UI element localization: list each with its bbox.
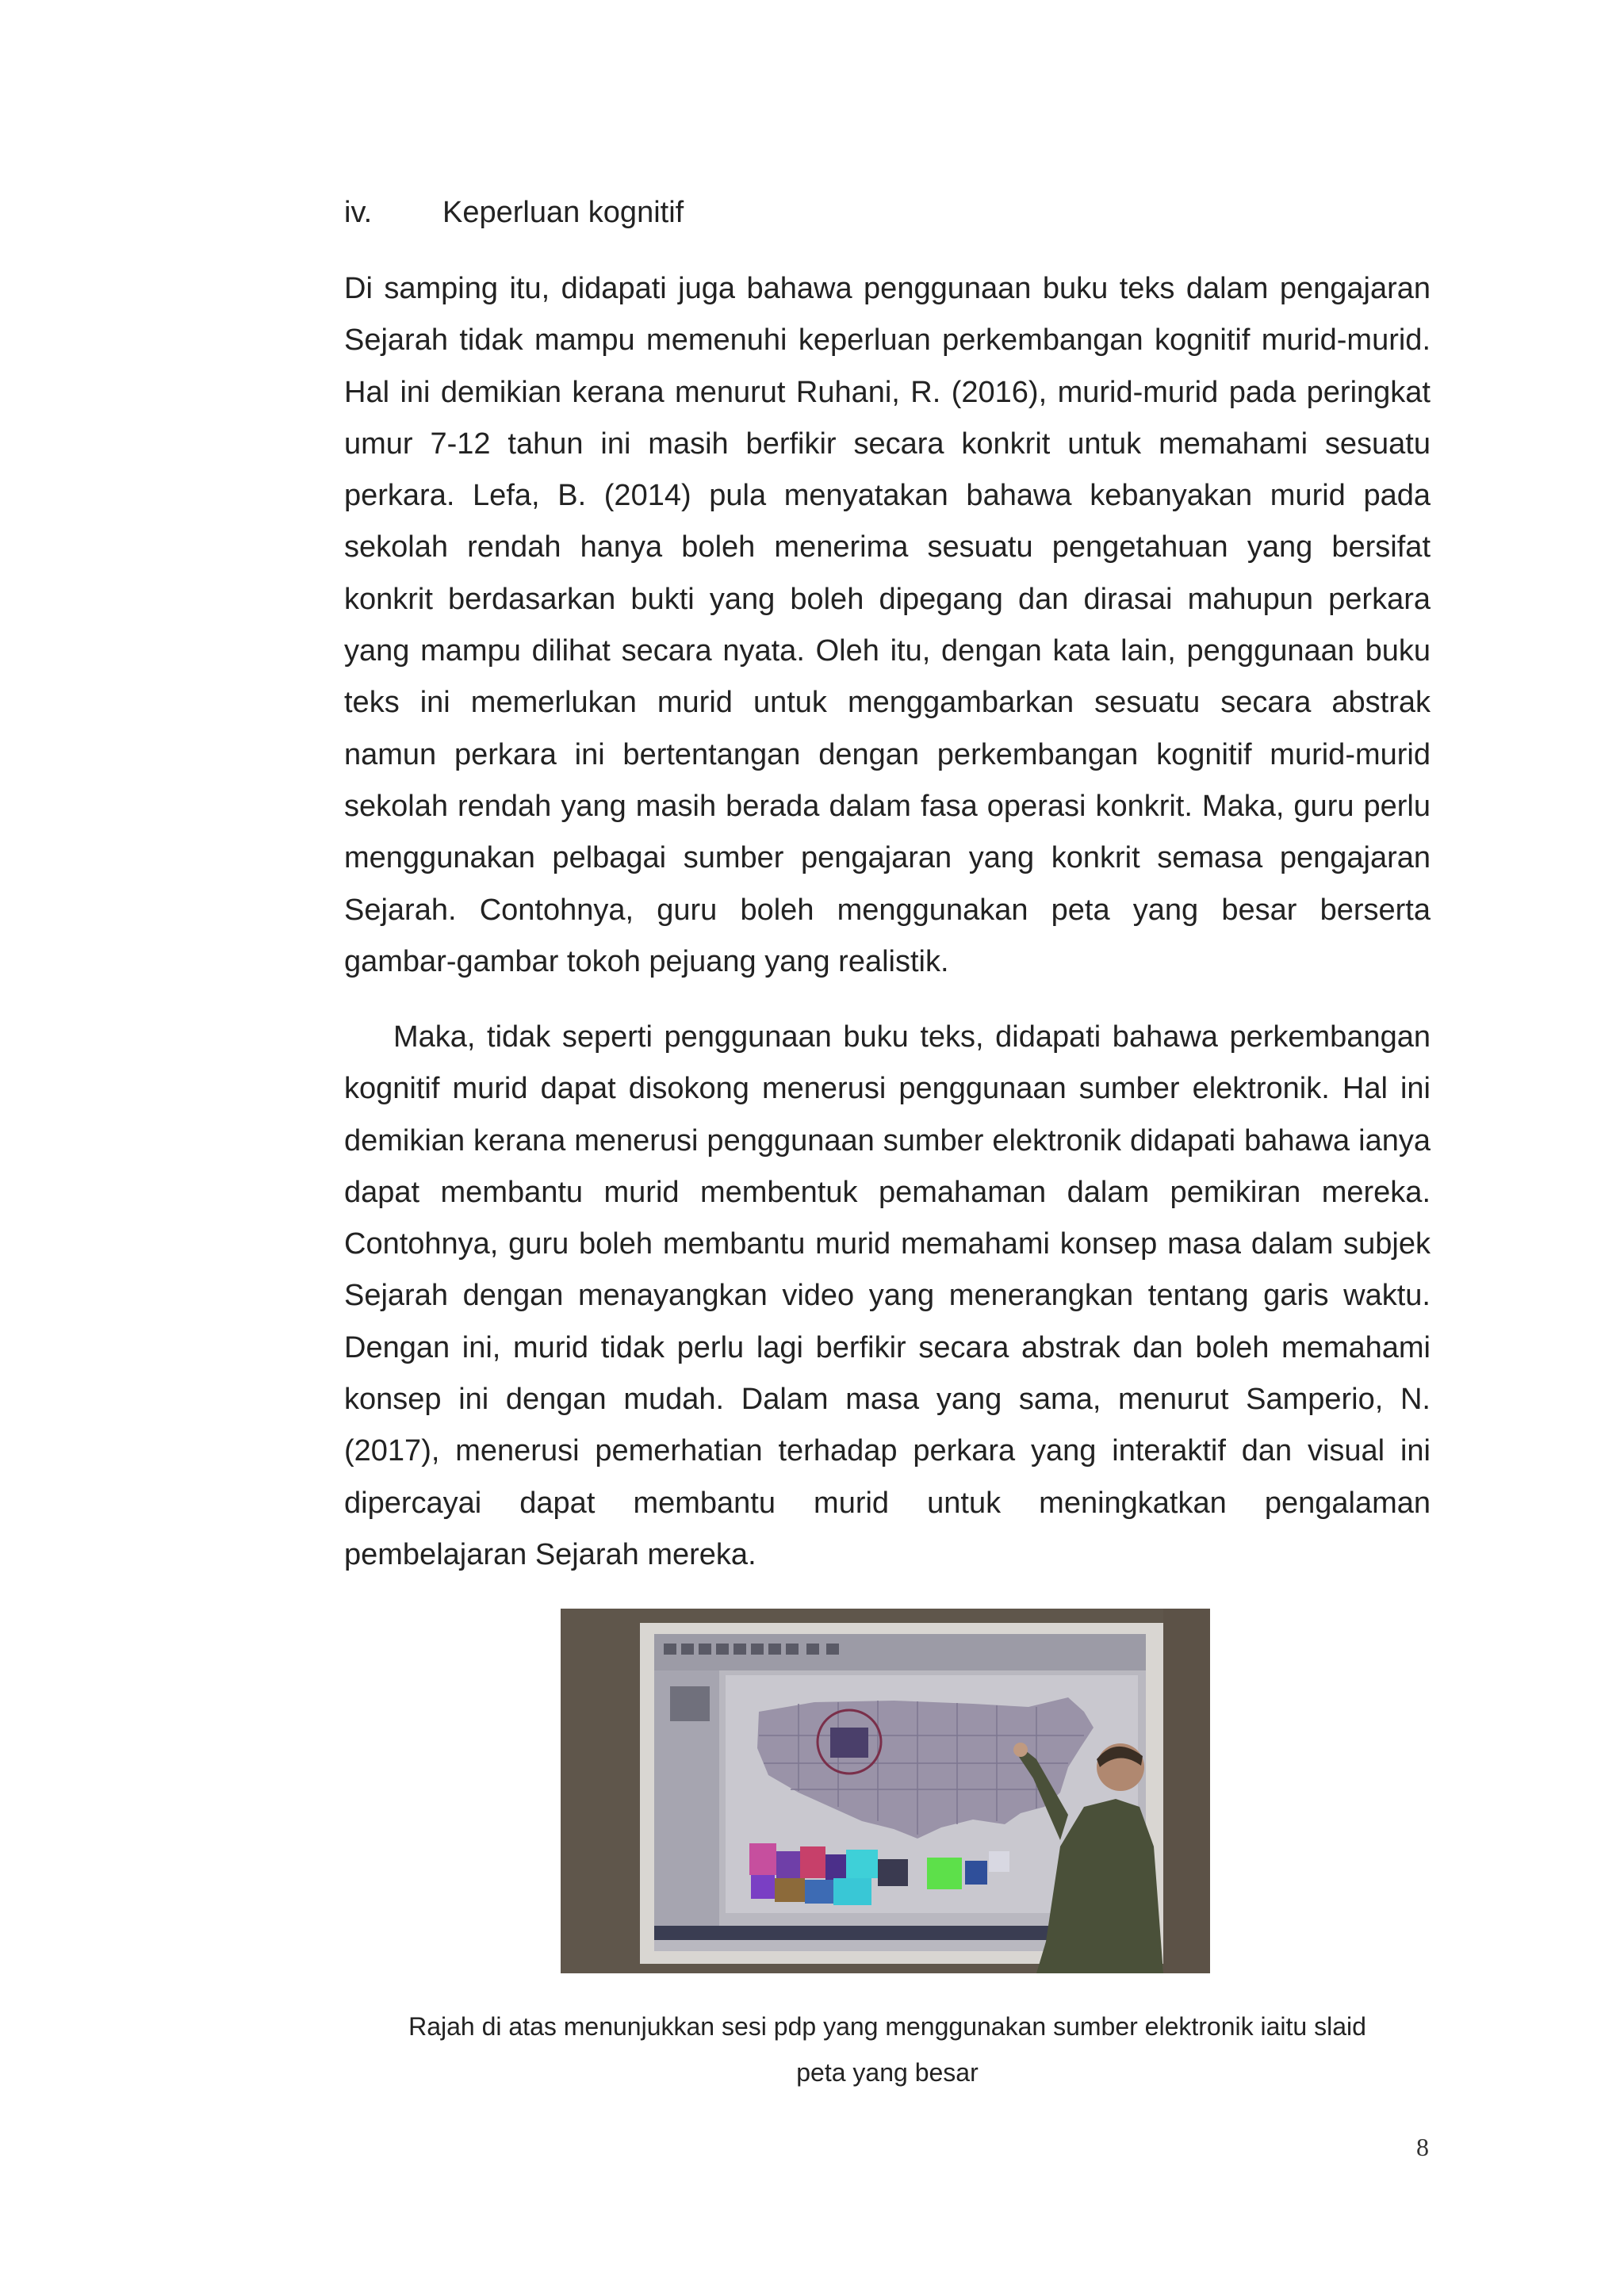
caption-line-2: peta yang besar xyxy=(796,2058,979,2087)
paragraph-2: Maka, tidak seperti penggunaan buku teks, didapati bahawa perkembangan kognitif murid dapat disokong menerusi penggunaan sumber elektronik. Hal ini demikian kerana menerusi penggunaan sumber elektronik didapati bahawa ianya dapat membantu murid membentuk pemahaman dalam pemikiran mereka. Contohnya, guru boleh membantu murid memahami konsep masa dalam subjek Sejarah dengan menayangkan video yang menerangkan tentang garis waktu. Dengan ini, murid tidak perlu lagi berfikir secara abstrak dan boleh memahami konsep ini dengan mudah. Dalam masa yang sama, menurut Samperio, N. (2017), menerusi pemerhatian terhadap perkara yang interaktif dan visual ini dipercayai dapat membantu murid untuk meningkatkan pengalaman pembelajaran Sejarah mereka. xyxy=(344,1020,1431,1571)
section-heading xyxy=(344,193,684,232)
section-numeral: iv. xyxy=(344,196,373,229)
figure-caption xyxy=(344,2003,1431,2095)
caption-line-1: Rajah di atas menunjukkan sesi pdp yang menggunakan sumber elektronik iaitu slaid xyxy=(408,2012,1366,2041)
paragraph-1: Di samping itu, didapati juga bahawa penggunaan buku teks dalam pengajaran Sejarah tidak mampu memenuhi keperluan perkembangan kognitif murid-murid. Hal ini demikian kerana menurut Ruhani, R. (2016), murid-murid pada peringkat umur 7-12 tahun ini masih berfikir secara konkrit untuk memahami sesuatu perkara. Lefa, B. (2014) pula menyatakan bahawa kebanyakan murid pada sekolah rendah hanya boleh menerima sesuatu pengetahuan yang bersifat konkrit berdasarkan bukti yang boleh dipegang dan dirasai mahupun perkara yang mampu dilihat secara nyata. Oleh itu, dengan kata lain, penggunaan buku teks ini memerlukan murid untuk menggambarkan sesuatu secara abstrak namun perkara ini bertentangan dengan perkembangan kognitif murid-murid sekolah rendah yang masih berada dalam fasa operasi konkrit. Maka, guru perlu menggunakan pelbagai sumber pengajaran yang konkrit semasa pengajaran Sejarah. Contohnya, guru boleh menggunakan peta yang besar berserta gambar-gambar tokoh pejuang yang realistik. xyxy=(344,272,1431,978)
page-number: 8 xyxy=(1416,2133,1429,2161)
section-title: Keperluan kognitif xyxy=(442,196,684,229)
classroom-photo xyxy=(561,1609,1210,1973)
